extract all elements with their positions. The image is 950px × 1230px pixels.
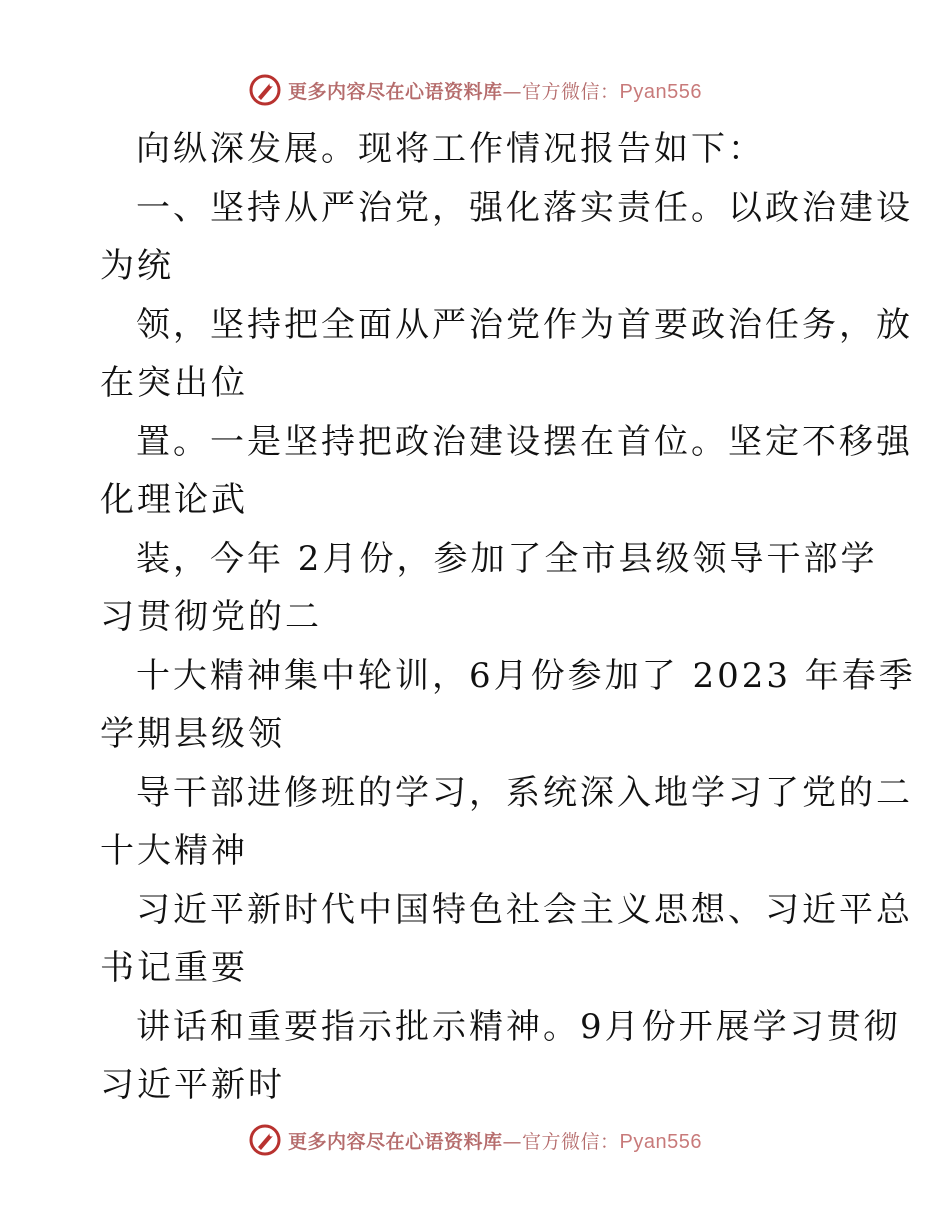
text-line: 领，坚持把全面从严治党作为首要政治任务，放: [136, 304, 913, 345]
text-line: 十大精神: [100, 831, 248, 871]
text-line: 习近平新时: [100, 1065, 285, 1105]
text-line: 在突出位: [100, 363, 248, 403]
pen-logo-icon: [248, 1123, 282, 1157]
text-line: 向纵深发展。现将工作情况报告如下：: [136, 129, 765, 169]
text-line: 为统: [100, 246, 174, 286]
text-line: 导干部进修班的学习，系统深入地学习了党的二: [136, 772, 913, 813]
text-line: 装，今年 2月份，参加了全市县级领导干部学: [136, 538, 878, 579]
text-line: 讲话和重要指示批示精神。9月份开展学习贯彻: [136, 1006, 901, 1047]
watermark-text: 更多内容尽在心语资料库—官方微信：Pyan556: [288, 1130, 702, 1153]
document-body: [100, 120, 916, 1115]
pen-logo-icon: [248, 73, 282, 107]
text-line: 书记重要: [100, 948, 248, 988]
text-line: 置。一是坚持把政治建设摆在首位。坚定不移强: [136, 421, 913, 462]
header-watermark: [0, 70, 950, 110]
footer-watermark: [0, 1120, 950, 1160]
text-line: 化理论武: [100, 480, 248, 520]
text-line: 十大精神集中轮训，6月份参加了 2023 年春季: [136, 655, 916, 696]
text-line: 习贯彻党的二: [100, 597, 322, 637]
watermark-text: 更多内容尽在心语资料库—官方微信：Pyan556: [288, 80, 702, 103]
text-line: 一、坚持从严治党，强化落实责任。以政治建设: [136, 187, 913, 228]
text-line: 习近平新时代中国特色社会主义思想、习近平总: [136, 889, 913, 930]
text-line: 学期县级领: [100, 714, 285, 754]
